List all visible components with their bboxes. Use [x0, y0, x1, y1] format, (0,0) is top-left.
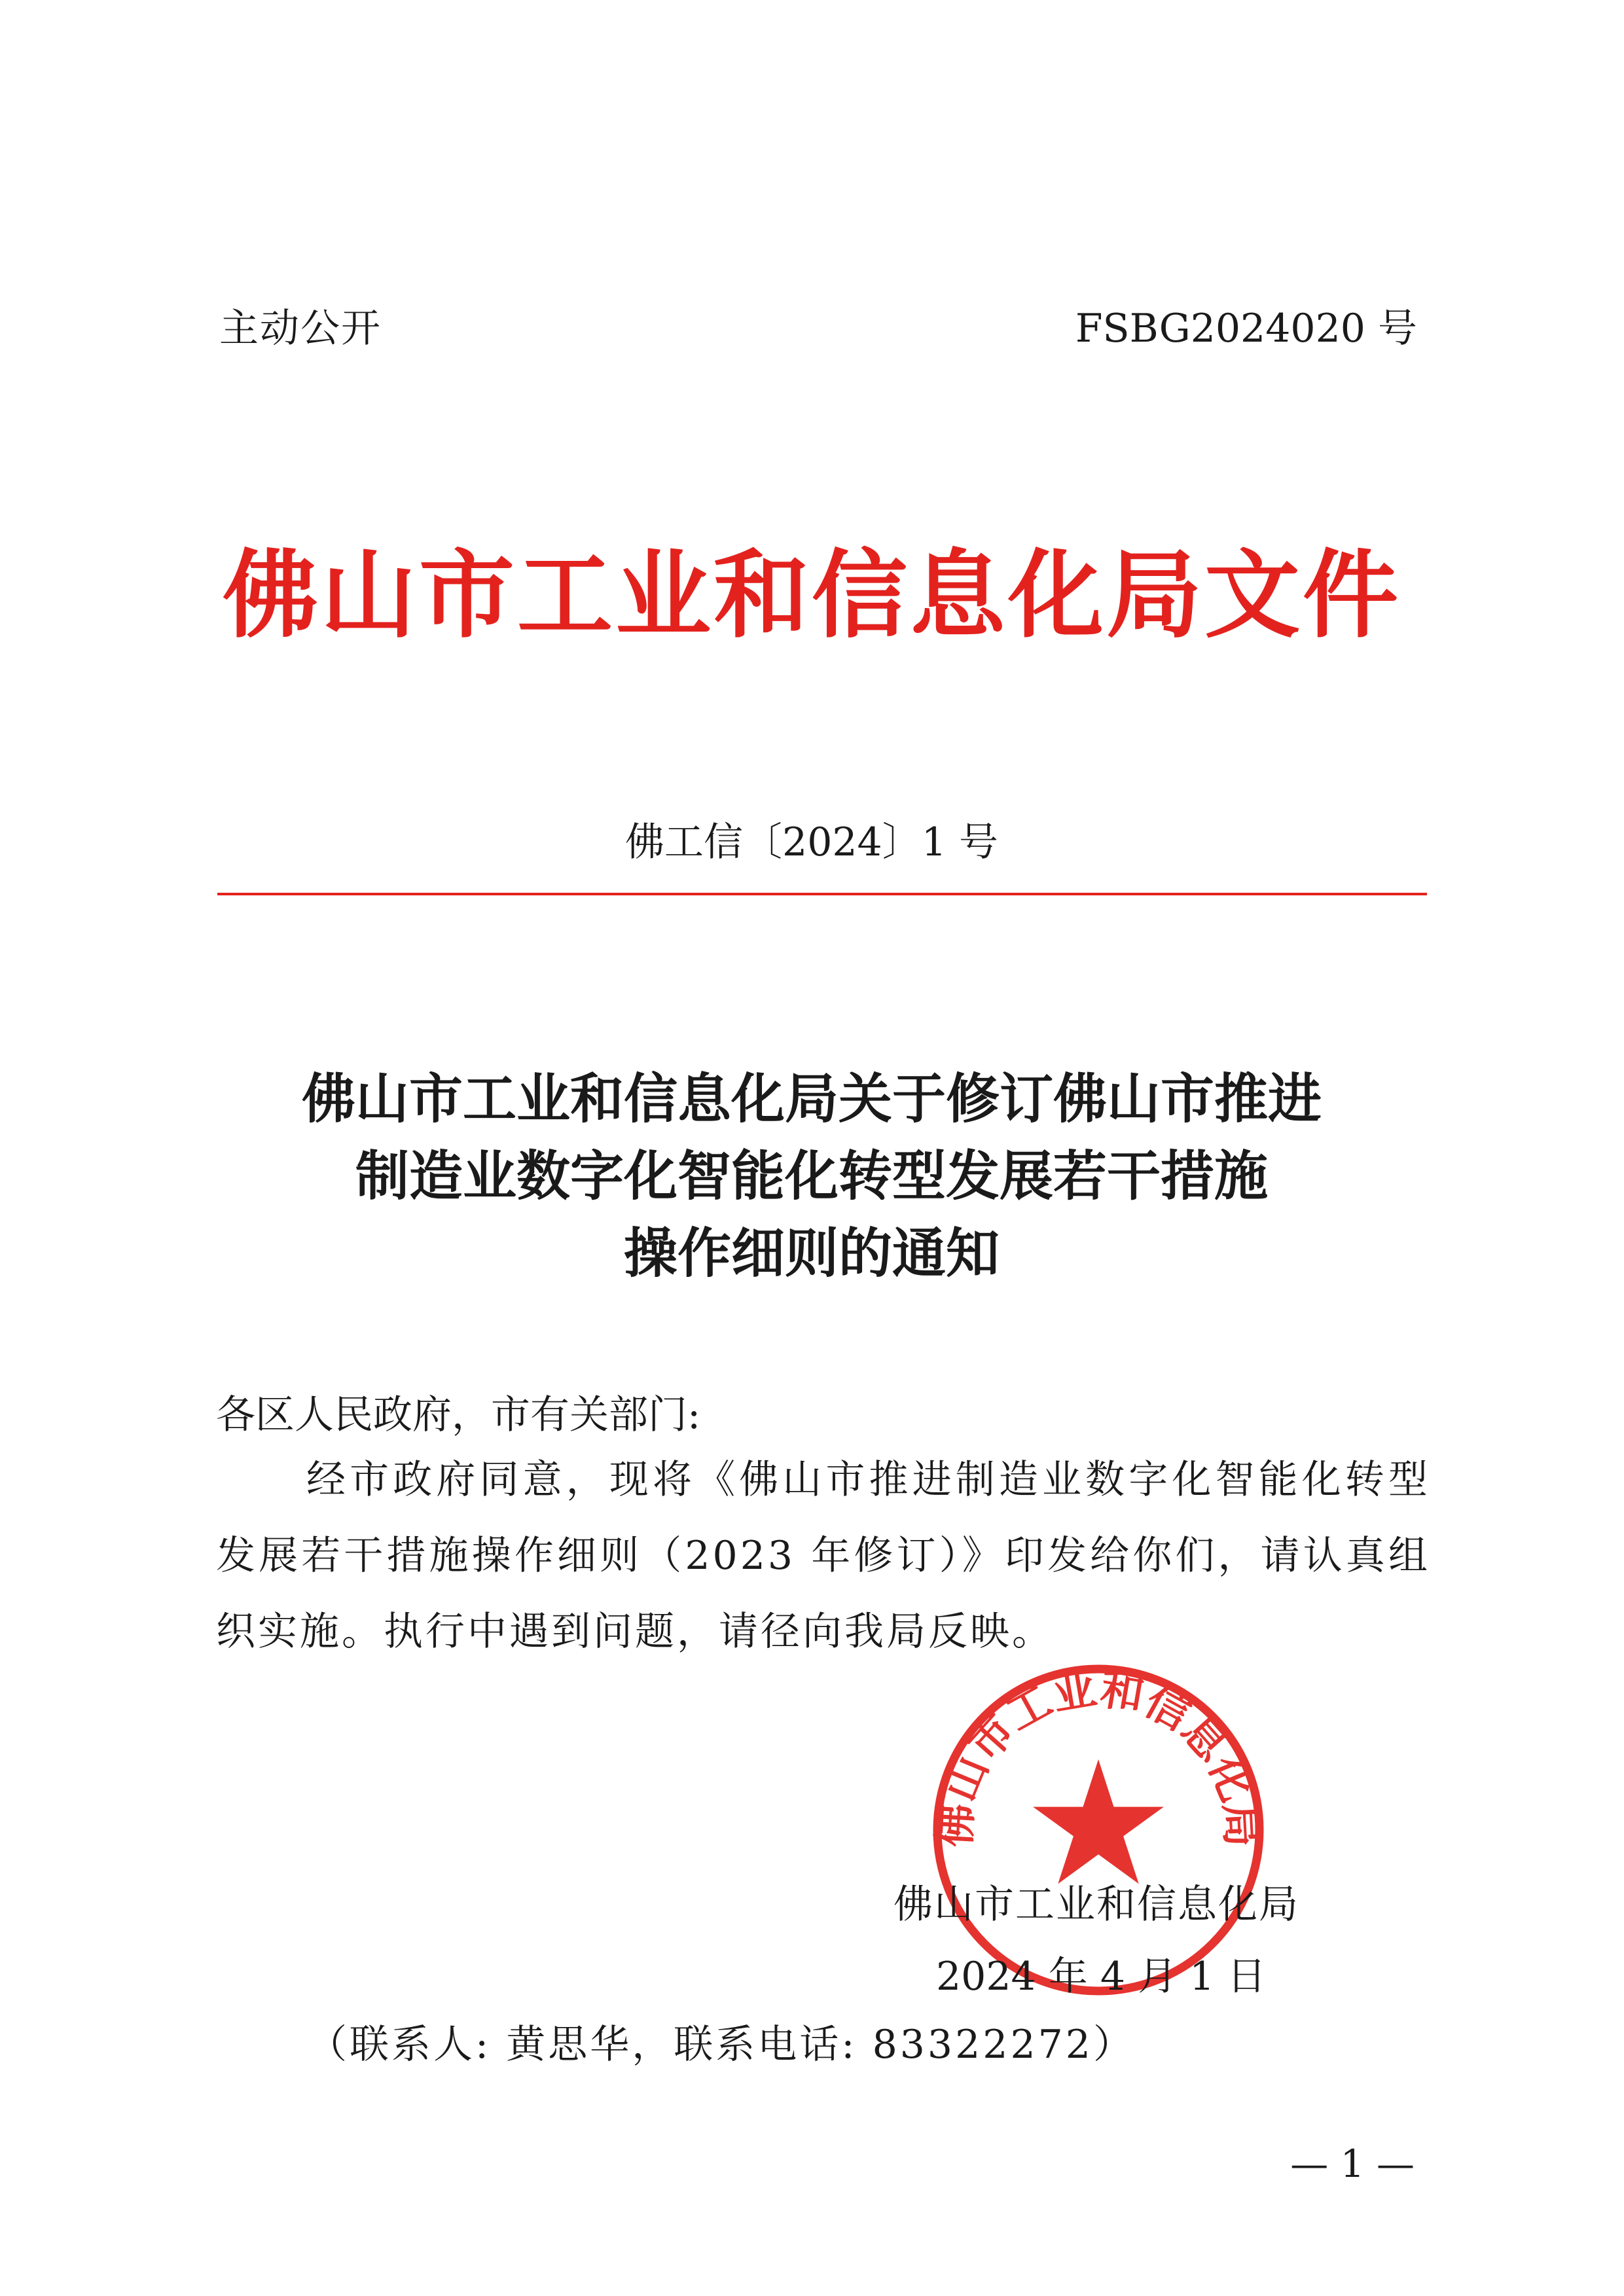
serial-number: FSBG2024020 号: [1075, 306, 1417, 351]
star-icon: [1033, 1759, 1164, 1884]
salutation: 各区人民政府，市有关部门:: [216, 1392, 701, 1438]
official-seal: [928, 1660, 1269, 2000]
seal-text: 佛山市工业和信息化局: [928, 1662, 1269, 1848]
contact-info: （联系人: 黄思华，联系电话: 83322272）: [308, 2022, 1135, 2068]
red-divider: [217, 893, 1427, 895]
issue-date: 2024 年 4 月 1 日: [936, 1954, 1267, 2000]
masthead-title: 佛山市工业和信息化局文件: [223, 539, 1401, 651]
issuer-name: 佛山市工业和信息化局: [893, 1882, 1299, 1928]
title-line: 制造业数字化智能化转型发展若干措施: [355, 1145, 1268, 1208]
title-line: 佛山市工业和信息化局关于修订佛山市推进: [301, 1067, 1322, 1130]
document-title: [196, 1060, 1427, 1292]
disclosure-label: 主动公开: [219, 306, 382, 351]
title-line: 操作细则的通知: [623, 1222, 1000, 1285]
document-number: 佛工信〔2024〕1 号: [625, 819, 998, 865]
body-paragraph: 经市政府同意，现将《佛山市推进制造业数字化智能化转型发展若干措施操作细则（2023 年修订）》印发给你们，请认真组织实施。执行中遇到问题，请径向我局反映。: [216, 1457, 1430, 1655]
page-number: — 1 —: [1290, 2142, 1415, 2186]
